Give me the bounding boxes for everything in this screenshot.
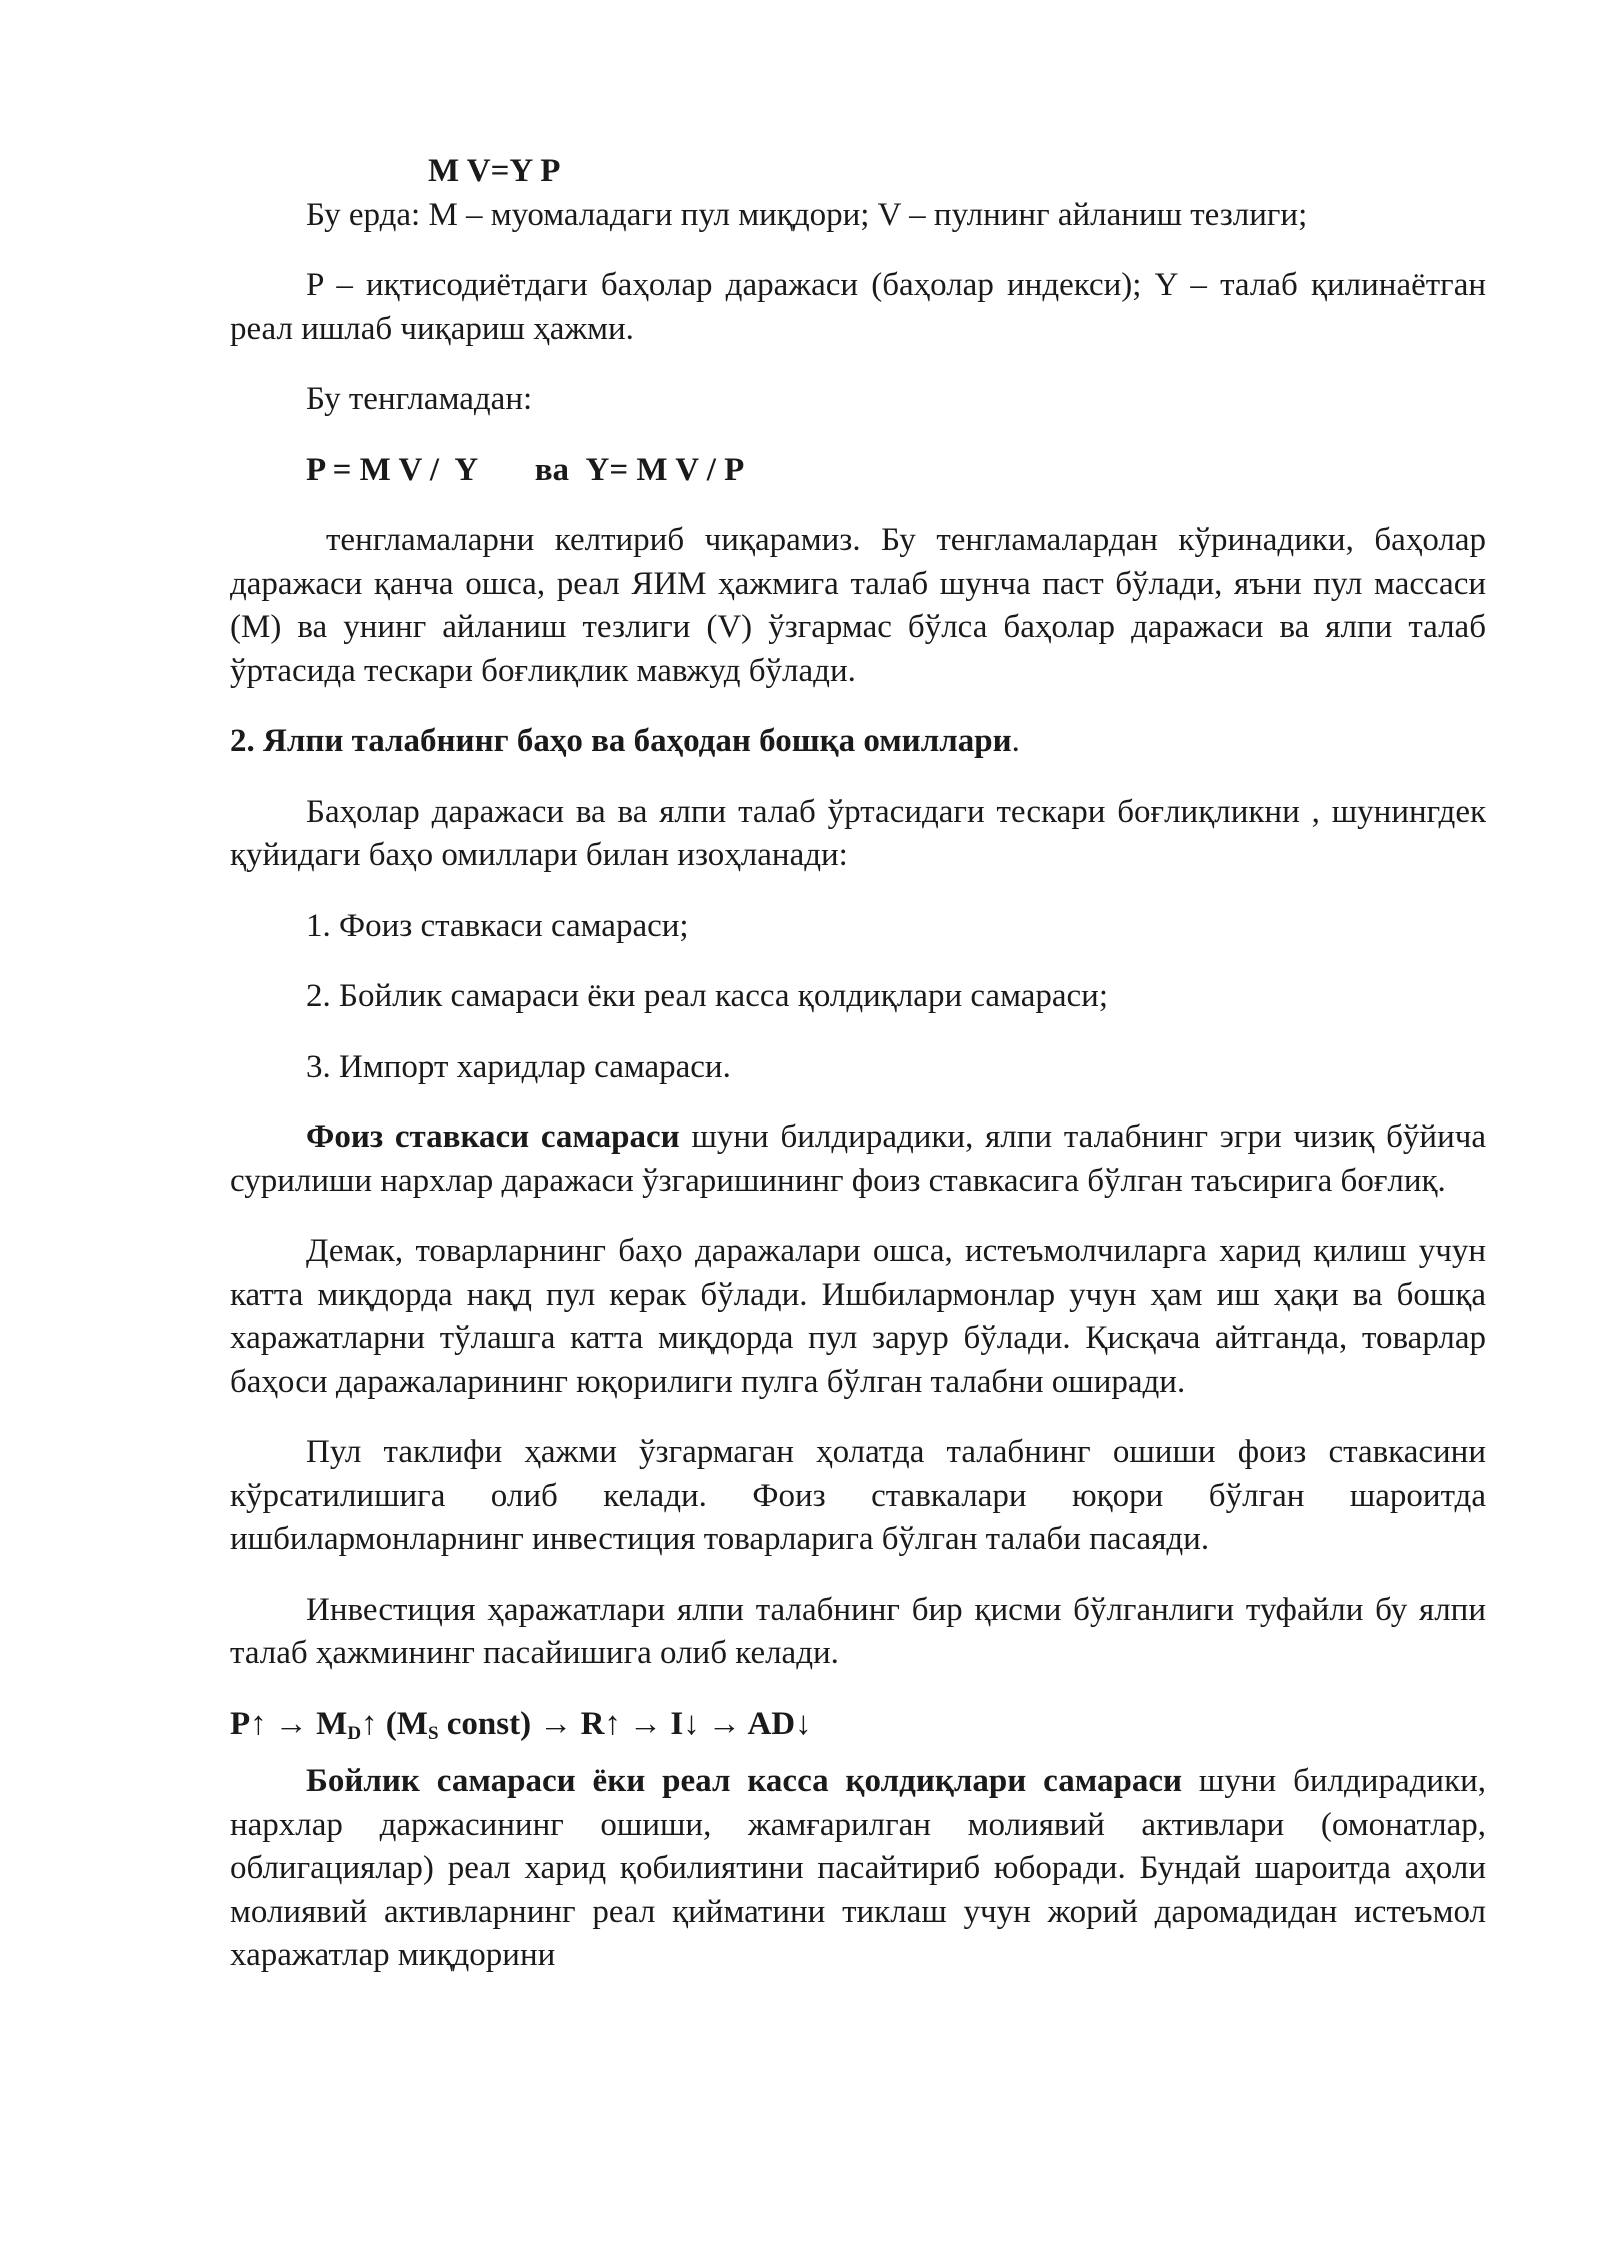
chain-sub-d: D xyxy=(347,1722,362,1744)
paragraph-from-equation: Бу тенгламадан: xyxy=(306,381,533,417)
term-wealth-effect: Бойлик самараси ёки реал касса қолдиқлари самараси xyxy=(306,1763,1182,1799)
list-item-1: 1. Фоиз ставкаси самараси; xyxy=(306,907,689,944)
formula-derived: P = M V / Y ва Y= M V / P xyxy=(306,451,745,488)
paragraph-derivation: тенгламаларни келтириб чиқарамиз. Бу тенгламалардан кўринадики, баҳолар даражаси қанча ошса, реал ЯИМ ҳажмига талаб шунча паст бўлади, яъни пул массаси (М) ва унинг айланиш тезлиги (V) ўзгармас бўлса баҳолар даражаси ва ялпи талаб ўртасида тескари боғлиқлик мавжуд бўлади. xyxy=(230,522,1486,689)
paragraph-definitions-2: P – иқтисодиётдаги баҳолар даражаси (баҳолар индекси); Y – талаб қилинаётган реал ишлаб чиқариш ҳажми. xyxy=(230,267,1486,347)
paragraph-definitions-1: Бу ерда: М – муомаладаги пул миқдори; V – пулнинг айланиш тезлиги; xyxy=(306,196,1308,233)
list-item-3: 3. Импорт харидлар самараси. xyxy=(306,1048,731,1085)
formula-transmission-chain xyxy=(230,1703,1486,1747)
chain-sub-s: S xyxy=(427,1722,439,1744)
paragraph-consequence: Демак, товарларнинг баҳо даражалари ошса, истеъмолчиларга харид қилиш учун катта миқдорда нақд пул керак бўлади. Ишбилармонлар учун ҳам иш ҳақи ва бошқа харажатларни тўлашга катта миқдорда пул зарур бўлади. Қисқача айтганда, товарлар баҳоси даражаларининг юқорилиги пулга бўлган талабни оширади. xyxy=(230,1233,1486,1400)
section-heading-text: 2. Ялпи талабнинг баҳо ва баҳодан бошқа омиллари xyxy=(230,723,1012,759)
list-item-2: 2. Бойлик самараси ёки реал касса қолдиқлари самараси; xyxy=(306,978,1108,1014)
paragraph-interest-effect xyxy=(230,1116,1486,1203)
section-heading-dot: . xyxy=(1011,723,1020,759)
chain-part-b: ↑ (M xyxy=(361,1705,428,1742)
paragraph-price-factors: Баҳолар даражаси ва ва ялпи талаб ўртасидаги тескари боғлиқликни , шунингдек қуйидаги баҳо омиллари билан изоҳланади: xyxy=(230,793,1486,873)
chain-part-a: P↑ → M xyxy=(230,1705,348,1742)
chain-part-c: const) → R↑ → I↓ → AD↓ xyxy=(438,1705,812,1742)
formula-quantity-equation: M V=Y P xyxy=(428,153,561,189)
paragraph-money-supply: Пул таклифи ҳажми ўзгармаган ҳолатда талабнинг ошиши фоиз ставкасини кўрсатилишига олиб келади. Фоиз ставкалари юқори бўлган шароитда ишбилармонларнинг инвестиция товарларига бўлган талаби пасаяди. xyxy=(230,1434,1486,1557)
paragraph-interest-effect-text: шуни билдирадики, ялпи талабнинг эгри чизиқ бўйича сурилиши нархлар даражаси ўзгаришининг фоиз ставкасига бўлган таъсирига боғлиқ. xyxy=(230,1119,1486,1199)
paragraph-investment: Инвестиция ҳаражатлари ялпи талабнинг бир қисми бўлганлиги туфайли бу ялпи талаб ҳажмининг пасайишига олиб келади. xyxy=(230,1591,1486,1671)
term-interest-effect: Фоиз ставкаси самараси xyxy=(306,1119,680,1155)
paragraph-wealth-effect-text: шуни билдирадики, нархлар даржасининг ошиши, жамғарилган молиявий активлари (омонатлар, облигациялар) реал харид қобилиятини пасайтириб юборади. Бундай шароитда аҳоли молиявий активларнинг реал қийматини тиклаш учун жорий даромадидан истеъмол харажатлар миқдорини xyxy=(230,1763,1487,1973)
paragraph-wealth-effect xyxy=(230,1760,1486,1978)
section-heading xyxy=(230,720,1486,764)
